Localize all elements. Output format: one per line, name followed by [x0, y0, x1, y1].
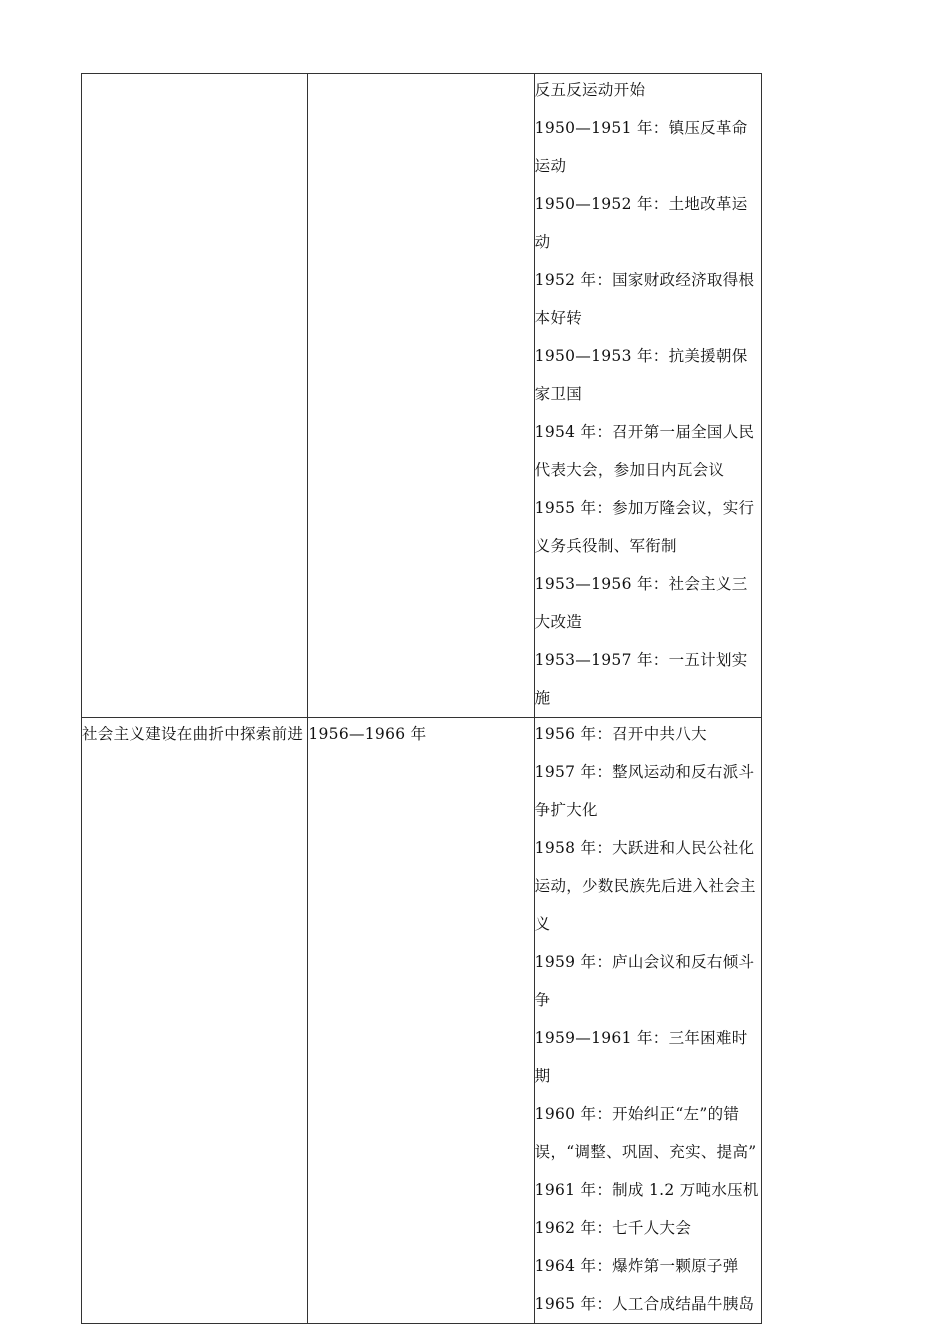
event-list — [535, 71, 761, 717]
event-item: 1950—1953 年：抗美援朝保家卫国 — [534, 347, 748, 403]
event-item: 1964 年：爆炸第一颗原子弹 — [534, 1257, 739, 1275]
stage-text: 社会主义建设在曲折中探索前进 — [82, 725, 304, 743]
history-table — [81, 73, 762, 1324]
event-list — [535, 715, 761, 1323]
event-item: 1952 年：国家财政经济取得根本好转 — [534, 271, 755, 327]
event-item: 1965 年：人工合成结晶牛胰岛 — [534, 1295, 755, 1313]
event-item: 1953—1957 年：一五计划实施 — [534, 651, 748, 707]
period-cell — [308, 718, 534, 1324]
event-item: 1960 年：开始纠正“左”的错误，“调整、巩固、充实、提高” — [534, 1105, 757, 1161]
stage-cell — [82, 74, 308, 718]
stage-cell — [82, 718, 308, 1324]
event-item: 1958 年：大跃进和人民公社化运动，少数民族先后进入社会主义 — [534, 839, 756, 933]
events-cell — [534, 74, 761, 718]
event-item: 1955 年：参加万隆会议，实行义务兵役制、军衔制 — [534, 499, 755, 555]
event-item: 1957 年：整风运动和反右派斗争扩大化 — [534, 763, 755, 819]
event-item: 1959—1961 年：三年困难时期 — [534, 1029, 748, 1085]
event-item: 1953—1956 年：社会主义三大改造 — [534, 575, 748, 631]
event-item: 1962 年：七千人大会 — [534, 1219, 692, 1237]
period-text: 1956—1966 年 — [308, 725, 427, 743]
event-item: 1950—1951 年：镇压反革命运动 — [534, 119, 748, 175]
table-row — [82, 74, 762, 718]
period-cell — [308, 74, 534, 718]
event-item: 1961 年：制成 1.2 万吨水压机 — [534, 1181, 759, 1199]
event-item: 1959 年：庐山会议和反右倾斗争 — [534, 953, 755, 1009]
event-item: 1956 年：召开中共八大 — [534, 725, 707, 743]
events-cell — [534, 718, 761, 1324]
table-row — [82, 718, 762, 1324]
event-item: 1950—1952 年：土地改革运动 — [534, 195, 748, 251]
event-item: 反五反运动开始 — [534, 81, 646, 99]
event-item: 1954 年：召开第一届全国人民代表大会，参加日内瓦会议 — [534, 423, 755, 479]
